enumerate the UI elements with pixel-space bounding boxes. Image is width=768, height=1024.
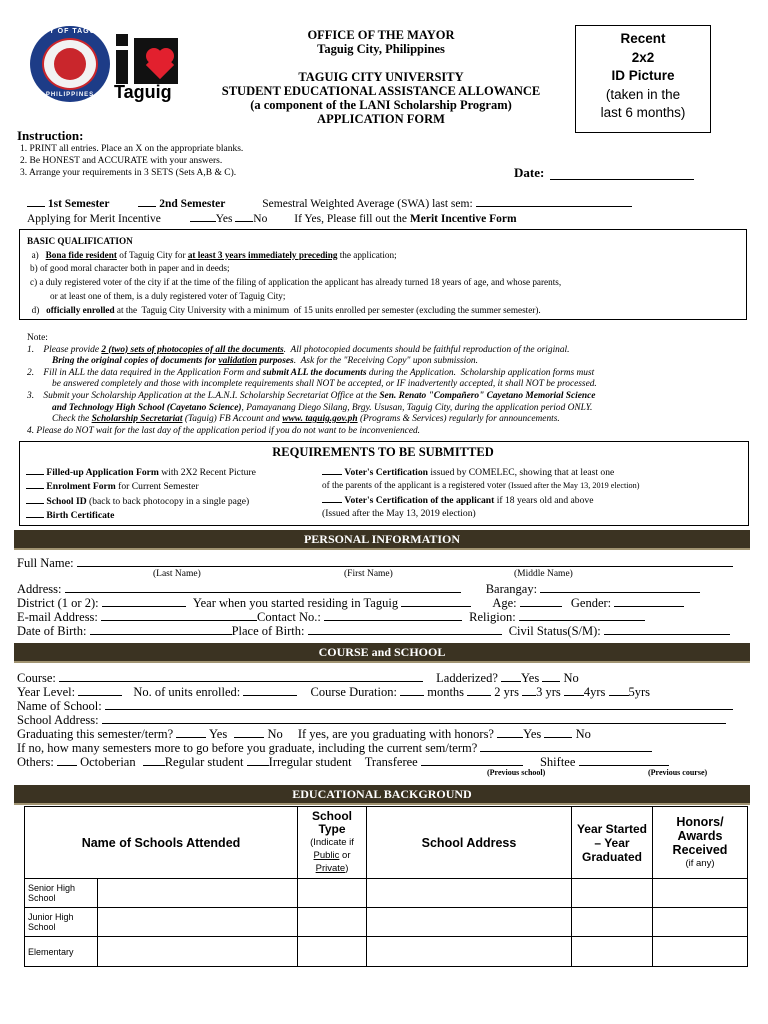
year-residing-field[interactable] <box>401 594 471 607</box>
civil-status-field[interactable] <box>604 622 730 635</box>
basic-c1: c) a duly registered voter of the city if at the time of the filing of application the applicant has already turned 18 years of age, and whose parents, <box>30 277 562 288</box>
graduating-label: Graduating this semester/term? <box>17 727 174 741</box>
duration-label: Course Duration: <box>310 685 397 699</box>
second-sem-blank[interactable] <box>138 194 156 207</box>
units-label: No. of units enrolled: <box>133 685 241 699</box>
course-label: Course: <box>17 671 56 685</box>
units-field[interactable] <box>243 683 297 696</box>
age-label: Age: <box>492 596 517 610</box>
irregular-label: Irregular student <box>268 755 352 769</box>
address-field[interactable] <box>65 580 461 593</box>
req-r2: of the parents of the applicant is a registered voter (Issued after the May 13, 2019 election) <box>322 480 640 491</box>
senior-high-school-address[interactable] <box>367 879 572 908</box>
prev-course-caption: (Previous course) <box>648 768 708 777</box>
col-type-note: (Indicate if Public or Private) <box>310 837 354 874</box>
shiftee-field[interactable] <box>579 753 669 766</box>
senior-high-school-type[interactable] <box>298 879 367 908</box>
honors-label: If yes, are you graduating with honors? <box>297 727 494 741</box>
col-type-header <box>298 807 367 879</box>
gender-label: Gender: <box>570 596 612 610</box>
col-address-label: School Address <box>421 835 517 850</box>
note-1a: 1. Please provide 2 (two) sets of photocopies of all the documents. All photocopied documents should be faithful reproduction of the original. <box>27 344 570 355</box>
table-row <box>25 937 748 967</box>
first-sem-label: 1st Semester <box>47 198 110 210</box>
honors-yes-blank[interactable] <box>497 725 523 738</box>
req-l4: Birth Certificate <box>26 508 326 522</box>
note-2a: 2. Fill in ALL the data required in the Application Form and submit ALL the documents during the Application. Scholarship application forms must <box>27 367 595 378</box>
req-r4: (Issued after the May 13, 2019 election) <box>322 507 476 519</box>
elementary-school-address[interactable] <box>367 937 572 967</box>
city-seal-logo <box>30 26 110 102</box>
junior-high-honors[interactable] <box>653 908 748 937</box>
table-row <box>25 879 748 908</box>
swa-label: Semestral Weighted Average (SWA) last sem: <box>262 198 473 210</box>
req-l2: Enrolment Form for Current Semester <box>26 479 326 493</box>
note-2b: be answered completely and those with incomplete requirements shall NOT be accepted, or IF inadvertently accepted, it shall NOT be processed. <box>52 379 597 390</box>
school-address-field[interactable] <box>102 711 726 724</box>
ladderized-yes: Yes <box>521 671 540 685</box>
barangay-field[interactable] <box>540 580 700 593</box>
course-school-bar: COURSE and SCHOOL <box>14 643 750 663</box>
photo-line5: last 6 months) <box>600 105 686 120</box>
irregular-blank[interactable] <box>247 753 269 766</box>
req-l2-blank[interactable] <box>26 479 44 489</box>
ladderized-yes-blank[interactable] <box>501 669 521 682</box>
2yrs-blank[interactable] <box>467 683 491 696</box>
last-name-caption: (Last Name) <box>153 569 201 579</box>
req-r3: Voter's Certification of the applicant if 18 years old and above <box>322 493 746 507</box>
req-r1-blank[interactable] <box>322 465 342 475</box>
course-field[interactable] <box>59 669 423 682</box>
basic-a: a) Bona fide resident of Taguig City for at least 3 years immediately preceding the application; <box>27 249 397 260</box>
elementary-school-type[interactable] <box>298 937 367 967</box>
ladderized-label: Ladderized? <box>436 671 498 685</box>
graduating-no-blank[interactable] <box>234 725 264 738</box>
second-sem-label: 2nd Semester <box>159 198 226 210</box>
col-years-label: Year Started – Year Graduated <box>576 821 648 864</box>
note-1b: Bring the original copies of documents for validation purposes. Ask for the "Receiving Copy" upon submission. <box>52 356 478 367</box>
address-label: Address: <box>17 582 62 596</box>
req-l1-blank[interactable] <box>26 465 44 475</box>
row-label-junior-high: Junior High School <box>25 908 98 937</box>
office-title: OFFICE OF THE MAYOR <box>307 28 455 42</box>
pob-label: Place of Birth: <box>231 624 305 638</box>
photo-line2: 2x2 <box>631 49 655 65</box>
requirements-title: REQUIREMENTS TO BE SUBMITTED <box>272 445 494 459</box>
graduating-yes-blank[interactable] <box>176 725 206 738</box>
4yrs-blank[interactable] <box>564 683 584 696</box>
merit-yes-label: Yes <box>215 213 233 225</box>
merit-no-blank[interactable] <box>235 209 253 222</box>
senior-high-honors[interactable] <box>653 879 748 908</box>
component-title: (a component of the LANI Scholarship Program) <box>250 98 512 112</box>
middle-name-caption: (Middle Name) <box>514 569 573 579</box>
junior-high-school-address[interactable] <box>367 908 572 937</box>
age-field[interactable] <box>520 594 562 607</box>
merit-note: If Yes, Please fill out the Merit Incentive Form <box>294 213 517 225</box>
city-title: Taguig City, Philippines <box>317 42 445 56</box>
pob-field[interactable] <box>308 622 502 635</box>
instruction-title: Instruction: <box>17 128 84 143</box>
school-address-label: School Address: <box>17 713 99 727</box>
instruction-item-3: 3. Arrange your requirements in 3 SETS (Sets A,B & C). <box>20 168 237 178</box>
year-level-field[interactable] <box>78 683 122 696</box>
transferee-field[interactable] <box>421 753 523 766</box>
note-3a: 3. Submit your Scholarship Application at the L.A.N.I. Scholarship Secretariat Office at the Sen. Renato "Compañero" Cayetano Memorial Science <box>27 390 596 401</box>
elementary-years[interactable] <box>572 937 653 967</box>
req-l4-blank[interactable] <box>26 508 44 518</box>
honors-yes: Yes <box>523 727 542 741</box>
university-title: TAGUIG CITY UNIVERSITY <box>298 70 464 84</box>
religion-label: Religion: <box>469 610 516 624</box>
prev-school-caption: (Previous school) <box>487 768 546 777</box>
photo-line3: ID Picture <box>611 68 675 83</box>
program-title: STUDENT EDUCATIONAL ASSISTANCE ALLOWANCE <box>221 84 541 98</box>
transferee-label: Transferee <box>364 755 418 769</box>
junior-high-school-name[interactable] <box>98 908 298 937</box>
i-love-taguig-logo <box>114 34 184 104</box>
seal-text: CITY OF TAGUIG <box>34 28 106 35</box>
how-many-label: If no, how many semesters more to go before you graduate, including the current sem/term? <box>17 741 478 755</box>
basic-c2: or at least one of them, is a duly registered voter of Taguig City; <box>50 290 286 301</box>
senior-high-years[interactable] <box>572 879 653 908</box>
note-4: 4. Please do NOT wait for the last day of the application period if you do not want to be inconvenienced. <box>27 425 421 436</box>
graduating-yes: Yes <box>209 727 228 741</box>
2yrs-label: 2 yrs <box>494 685 519 699</box>
gender-field[interactable] <box>614 594 684 607</box>
basic-b: b) of good moral character both in paper and in deeds; <box>30 263 230 274</box>
basic-title: BASIC QUALIFICATION <box>27 236 133 246</box>
dob-field[interactable] <box>90 622 232 635</box>
date-field[interactable] <box>550 166 694 180</box>
merit-no-label: No <box>253 213 268 225</box>
months-field[interactable] <box>400 683 424 696</box>
note-3c: Check the Scholarship Secretariat (Taguig) FB Account and www. taguig.gov.ph (Programs & Services) regularly for announcements. <box>52 414 560 425</box>
months-label: months <box>427 685 465 699</box>
regular-blank[interactable] <box>143 753 165 766</box>
basic-d: d) officially enrolled at the Taguig City University with a minimum of 15 units enrolled per semester (excluding the summer semester). <box>27 304 541 315</box>
4yrs-label: 4yrs <box>583 685 606 699</box>
col-schools-label: Name of Schools Attended <box>81 835 241 850</box>
date-label: Date: <box>514 165 545 180</box>
3yrs-label: 3 yrs <box>536 685 561 699</box>
5yrs-blank[interactable] <box>609 683 629 696</box>
col-honors-note: (if any) <box>685 857 715 869</box>
octoberian-blank[interactable] <box>57 753 77 766</box>
form-title: APPLICATION FORM <box>317 112 445 126</box>
photo-line4: (taken in the <box>605 86 681 102</box>
3yrs-blank[interactable] <box>522 683 536 696</box>
senior-high-school-name[interactable] <box>98 879 298 908</box>
civil-status-label: Civil Status(S/M): <box>508 624 601 638</box>
school-name-label: Name of School: <box>17 699 102 713</box>
req-l3: School ID (back to back photocopy in a single page) <box>26 494 326 508</box>
honors-no-blank[interactable] <box>544 725 572 738</box>
year-level-label: Year Level: <box>17 685 76 699</box>
logo-text: Taguig <box>114 82 172 102</box>
regular-label: Regular student <box>164 755 244 769</box>
req-l3-blank[interactable] <box>26 494 44 504</box>
ladderized-no-blank[interactable] <box>542 669 560 682</box>
merit-yes-blank[interactable] <box>190 209 216 222</box>
table-row <box>25 908 748 937</box>
col-address-header <box>367 807 572 879</box>
col-honors-header <box>653 807 748 879</box>
req-r3-blank[interactable] <box>322 493 342 503</box>
photo-box <box>575 25 711 133</box>
elementary-school-name[interactable] <box>98 937 298 967</box>
contact-field[interactable] <box>324 608 462 621</box>
instruction-item-2: 2. Be HONEST and ACCURATE with your answers. <box>20 156 223 166</box>
full-name-label: Full Name: <box>17 556 74 570</box>
first-name-caption: (First Name) <box>344 569 393 579</box>
full-name-field[interactable] <box>77 554 733 567</box>
honors-no: No <box>575 727 591 741</box>
note-3b: and Technology High School (Cayetano Science), Pamayanang Diego Silang, Brgy. Ususan, Taguig City, during the application period ONLY. <box>52 402 593 413</box>
row-label-elementary: Elementary <box>25 937 98 967</box>
school-name-field[interactable] <box>105 697 733 710</box>
junior-high-years[interactable] <box>572 908 653 937</box>
photo-line1: Recent <box>620 31 666 46</box>
shiftee-label: Shiftee <box>539 755 576 769</box>
email-label: E-mail Address: <box>17 610 98 624</box>
year-residing-label: Year when you started residing in Taguig <box>192 596 399 610</box>
dob-label: Date of Birth: <box>17 624 87 638</box>
ladderized-no: No <box>563 671 579 685</box>
contact-label: Contact No.: <box>257 610 321 624</box>
merit-label: Applying for Merit Incentive <box>27 213 161 225</box>
col-schools-header <box>25 807 298 879</box>
educational-background-bar: EDUCATIONAL BACKGROUND <box>14 785 750 805</box>
note-title: Note: <box>27 333 48 343</box>
district-label: District (1 or 2): <box>17 596 99 610</box>
instruction-item-1: 1. PRINT all entries. Place an X on the appropriate blanks. <box>20 144 244 154</box>
col-years-header <box>572 807 653 879</box>
how-many-field[interactable] <box>480 739 652 752</box>
octoberian-label: Octoberian <box>80 755 136 769</box>
religion-field[interactable] <box>519 608 645 621</box>
district-field[interactable] <box>102 594 186 607</box>
req-l1: Filled-up Application Form with 2X2 Recent Picture <box>26 465 326 479</box>
swa-field[interactable] <box>476 194 632 207</box>
personal-info-bar: PERSONAL INFORMATION <box>14 530 750 550</box>
email-field[interactable] <box>101 608 257 621</box>
others-label: Others: <box>17 755 54 769</box>
education-table <box>24 806 748 967</box>
col-type-label: School Type <box>311 809 352 836</box>
first-sem-blank[interactable] <box>27 194 45 207</box>
5yrs-label: 5yrs <box>628 685 651 699</box>
graduating-no: No <box>267 727 283 741</box>
elementary-honors[interactable] <box>653 937 748 967</box>
seal-bottom-text: PHILIPPINES <box>45 92 95 98</box>
row-label-senior-high: Senior High School <box>25 879 98 908</box>
col-honors-label: Honors/ Awards Received <box>672 814 728 857</box>
barangay-label: Barangay: <box>485 582 538 596</box>
junior-high-school-type[interactable] <box>298 908 367 937</box>
req-r1: Voter's Certification issued by COMELEC, showing that at least one <box>322 465 746 479</box>
